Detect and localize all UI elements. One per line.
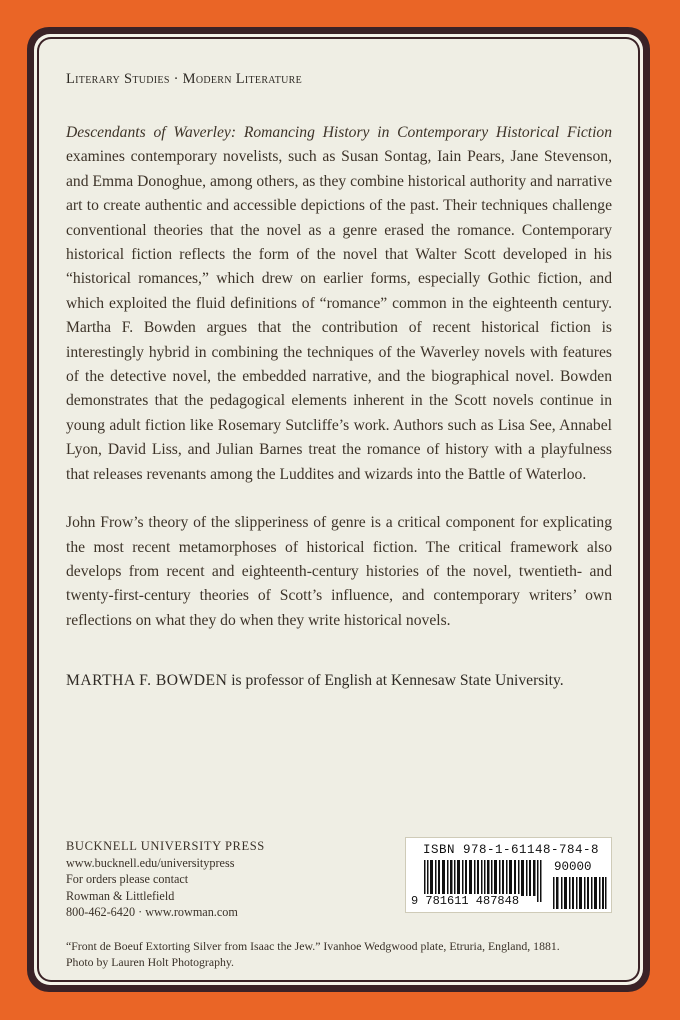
orders-line: For orders please contact xyxy=(66,872,189,886)
publisher-name: BUCKNELL UNIVERSITY PRESS xyxy=(66,839,265,853)
author-name: MARTHA F. BOWDEN xyxy=(66,672,228,689)
publisher-website: www.bucknell.edu/universitypress xyxy=(66,855,235,870)
cover-credit xyxy=(66,938,626,970)
book-title: Descendants of Waverley: Romancing History in Contemporary Historical Fiction xyxy=(66,124,612,141)
book-description xyxy=(66,121,612,657)
distributor-contact: 800-462-6420 · www.rowman.com xyxy=(66,905,238,919)
publisher-info xyxy=(66,838,265,921)
price-code: 90000 xyxy=(554,860,592,874)
isbn-barcode xyxy=(405,837,612,913)
addon-barcode-bars-icon xyxy=(553,877,607,909)
ean-digits: 9 781611 487848 xyxy=(411,894,520,908)
isbn-label: ISBN 978-1-61148-784-8 xyxy=(423,843,600,857)
distributor-name: Rowman & Littlefield xyxy=(66,888,175,903)
author-bio-text: is professor of English at Kennesaw State University. xyxy=(227,672,564,689)
description-paragraph-1 xyxy=(66,121,612,487)
author-bio xyxy=(66,672,626,690)
description-paragraph-2: John Frow’s theory of the slipperiness of genre is a critical component for explicating the most recent metamorphoses of historical fiction. The critical framework also develops from recent and eighteenth-century histories of the novel, twentieth- and twenty-first-century theories of Scott’s influence, and contemporary writers’ own reflections on what they do when they write historical novels. xyxy=(66,514,612,629)
cover-credit-line-1: “Front de Boeuf Extorting Silver from Isaac the Jew.” Ivanhoe Wedgwood plate, Etruria, England, 1881. xyxy=(66,939,560,953)
description-paragraph-1-text: examines contemporary novelists, such as Susan Sontag, Iain Pears, Jane Stevenson, and Emma Donoghue, among others, as they combine historical authority and narrative art to create authentic and accessible depictions of the past. Their techniques challenge conventional theories that the novel as a genre erased the romance. Contemporary historical fiction reflects the form of the novel that Walter Scott developed in his “historical romances,” which drew on earlier forms, especially Gothic fiction, and which exploited the fluid definitions of “romance” common in the eighteenth century. Martha F. Bowden argues that the contribution of recent historical fiction is interestingly hybrid in combining the techniques of the Waverley novels with features of the detective novel, the embedded narrative, and the biographical novel. Bowden demonstrates that the pedagogical elements inherent in the Scott novels continue in young adult fiction like Rosemary Sutcliffe’s work. Authors such as Lisa See, Annabel Lyon, David Liss, and Julian Barnes treat the romance of history with a playfulness that releases revenants among the Luddites and wizards into the Battle of Waterloo. xyxy=(66,148,612,483)
series-label: Literary Studies · Modern Literature xyxy=(66,71,303,87)
cover-credit-line-2: Photo by Lauren Holt Photography. xyxy=(66,955,234,969)
